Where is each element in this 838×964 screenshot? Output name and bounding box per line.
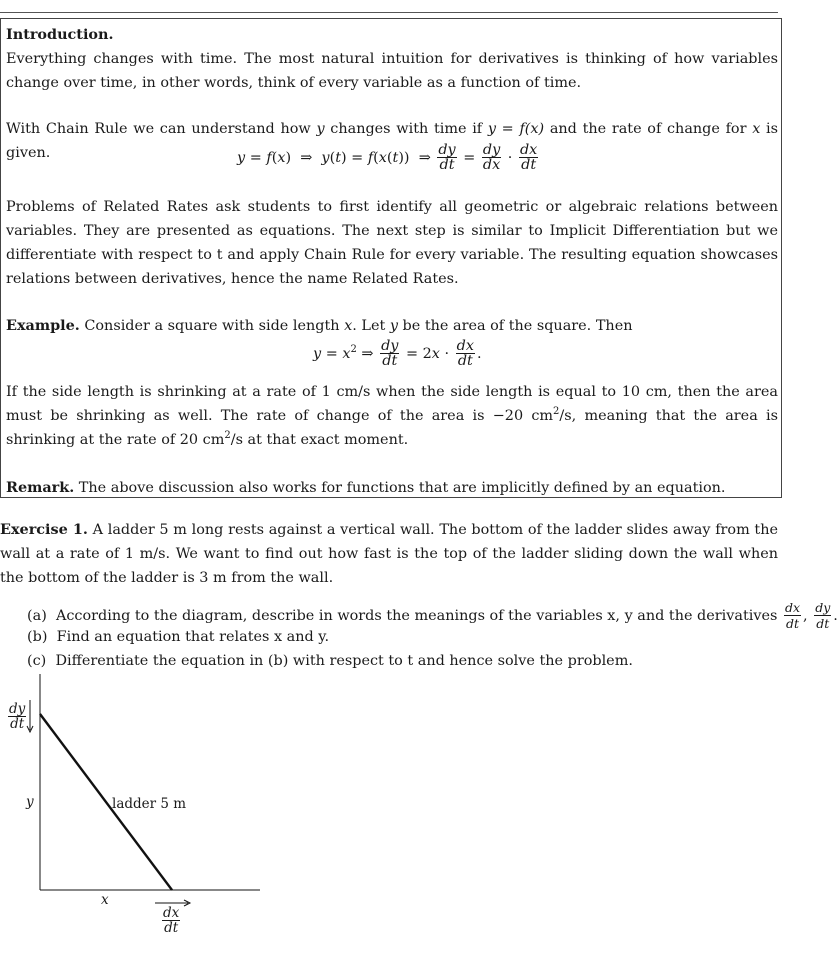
- exercise-item-c: (c) Differentiate the equation in (b) with respect to t and hence solve the problem.: [27, 653, 633, 669]
- exercise-item-a: (a) According to the diagram, describe in words the meanings of the variables x, y and the derivatives $\frac{dx}{dt}$ , $\frac{dy}{dt}$ .: [27, 600, 838, 631]
- intro-heading: Introduction.: [6, 26, 114, 43]
- ladder-label: ladder 5 m: [112, 796, 187, 812]
- intro-paragraph: [6, 23, 778, 95]
- remark-paragraph: Remark. The above discussion also works for functions that are implicitly defined by an equation.: [6, 479, 726, 496]
- shrinking-paragraph: If the side length is shrinking at a rate of 1 cm/s when the side length is equal to 10 cm, then the area must be shrinking as well. The rate of change of the area is −20 $cm^2/s$, meaning that the area is shrinking at the rate of 20 $cm^2/s$ at that exact moment.: [6, 384, 778, 448]
- chain-rule-equation: y = f(x) ⇒ y(t) = f(x(t)) ⇒ $\frac{dy}{dt}$ = $\frac{dy}{dx}$ · $\frac{dx}{dt}$: [237, 142, 538, 173]
- ladder-diagram-svg: [0, 672, 270, 957]
- exercise-heading: Exercise 1.: [0, 521, 88, 538]
- chain-rule-paragraph: With Chain Rule we can understand how y changes with time if y = f(x) and the rate of change for x is given.: [6, 121, 779, 161]
- dydt-label: $\frac{dy}{dt}$: [9, 701, 26, 732]
- related-rates-paragraph: Problems of Related Rates ask students to first identify all geometric or algebraic relations between variables. They are presented as equations. The next step is similar to Implicit Differentiation but we differentiate with respect to t and apply Chain Rule for every variable. The resulting equation showcases relations between derivatives, hence the name Related Rates.: [6, 199, 778, 287]
- exercise-paragraph: [0, 518, 778, 590]
- example-heading: Example.: [6, 317, 80, 334]
- example-paragraph: Example. Consider a square with side length x. Let y be the area of the square. Then: [6, 317, 633, 334]
- introduction-box: [0, 18, 782, 498]
- example-equation: $y = x^2$ ⇒ $\frac{dy}{dt}$ = 2x · $\frac{dx}{dt}$ .: [313, 338, 482, 369]
- intro-text: Everything changes with time. The most natural intuition for derivatives is thinking of how variables change over time, in other words, think of every variable as a function of time.: [6, 51, 778, 91]
- y-label: y: [26, 794, 34, 810]
- ladder-diagram: [0, 672, 270, 957]
- x-label: x: [101, 892, 109, 908]
- page-header-rule: [0, 12, 778, 13]
- exercise-text: A ladder 5 m long rests against a vertical wall. The bottom of the ladder slides away from the wall at a rate of 1 m/s. We want to find out how fast is the top of the ladder sliding down the wall when the bottom of the ladder is 3 m from the wall.: [0, 522, 778, 586]
- exercise-item-b: (b) Find an equation that relates x and y.: [27, 629, 330, 645]
- dxdt-label: $\frac{dx}{dt}$: [163, 905, 180, 936]
- remark-heading: Remark.: [6, 479, 75, 496]
